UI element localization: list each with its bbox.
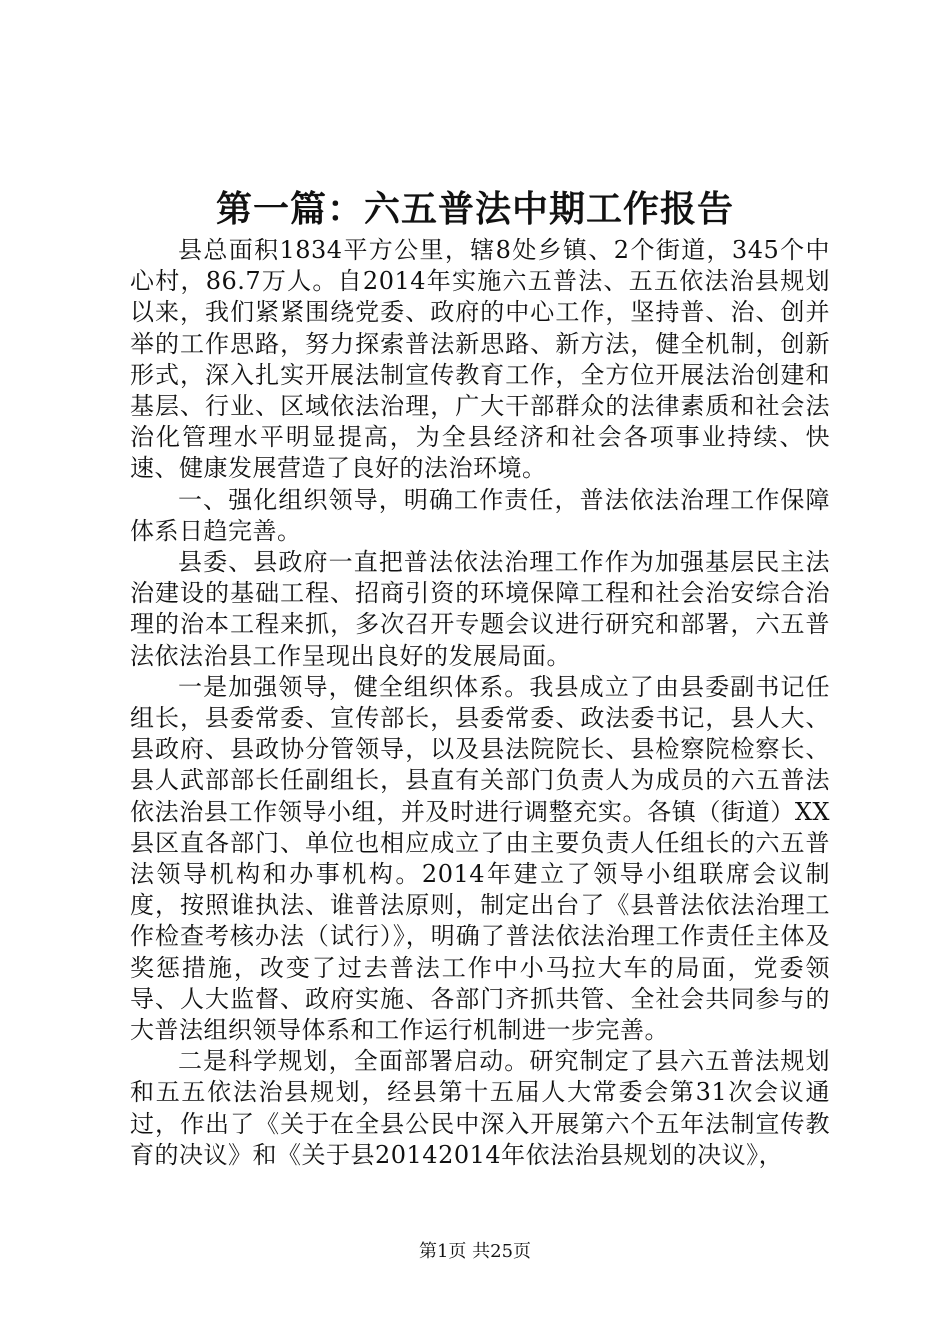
page-footer: 第1页 共25页 (418, 1241, 532, 1262)
paragraph-point-2: 二是科学规划，全面部署启动。研究制定了县六五普法规划和五五依法治县规划，经县第十五届人大常委会第31次会议通过，作出了《关于在全县公民中深入开展第六个五年法制宣传教育的决议》和《关于县20142014年依法治县规划的决议》， (130, 1047, 830, 1169)
document-body (130, 235, 830, 1171)
paragraph-section-heading-1: 一、强化组织领导，明确工作责任，普法依法治理工作保障体系日趋完善。 (130, 485, 830, 545)
paragraph-point-1: 一是加强领导，健全组织体系。我县成立了由县委副书记任组长，县委常委、宣传部长，县委常委、政法委书记，县人大、县政府、县政协分管领导，以及县法院院长、县检察院检察长、县人武部部长任副组长，县直有关部门负责人为成员的六五普法依法治县工作领导小组，并及时进行调整充实。各镇（街道）XX县区直各部门、单位也相应成立了由主要负责人任组长的六五普法领导机构和办事机构。2014年建立了领导小组联席会议制度，按照谁执法、谁普法原则，制定出台了《县普法依法治理工作检查考核办法（试行）》，明确了普法依法治理工作责任主体及奖惩措施，改变了过去普法工作中小马拉大车的局面，党委领导、人大监督、政府实施、各部门齐抓共管、全社会共同参与的大普法组织领导体系和工作运行机制进一步完善。 (130, 672, 830, 1045)
paragraph-leadership-intro: 县委、县政府一直把普法依法治理工作作为加强基层民主法治建设的基础工程、招商引资的环境保障工程和社会治安综合治理的治本工程来抓，多次召开专题会议进行研究和部署，六五普法依法治县工作呈现出良好的发展局面。 (130, 548, 830, 670)
paragraph-overview: 县总面积1834平方公里，辖8处乡镇、2个街道，345个中心村，86.7万人。自2014年实施六五普法、五五依法治县规划以来，我们紧紧围绕党委、政府的中心工作，坚持普、治、创并举的工作思路，努力探索普法新思路、新方法，健全机制，创新形式，深入扎实开展法制宣传教育工作，全方位开展法治创建和基层、行业、区域依法治理，广大干部群众的法律素质和社会法治化管理水平明显提高，为全县经济和社会各项事业持续、快速、健康发展营造了良好的法治环境。 (130, 236, 830, 483)
document-title: 第一篇：六五普法中期工作报告 (215, 189, 734, 230)
